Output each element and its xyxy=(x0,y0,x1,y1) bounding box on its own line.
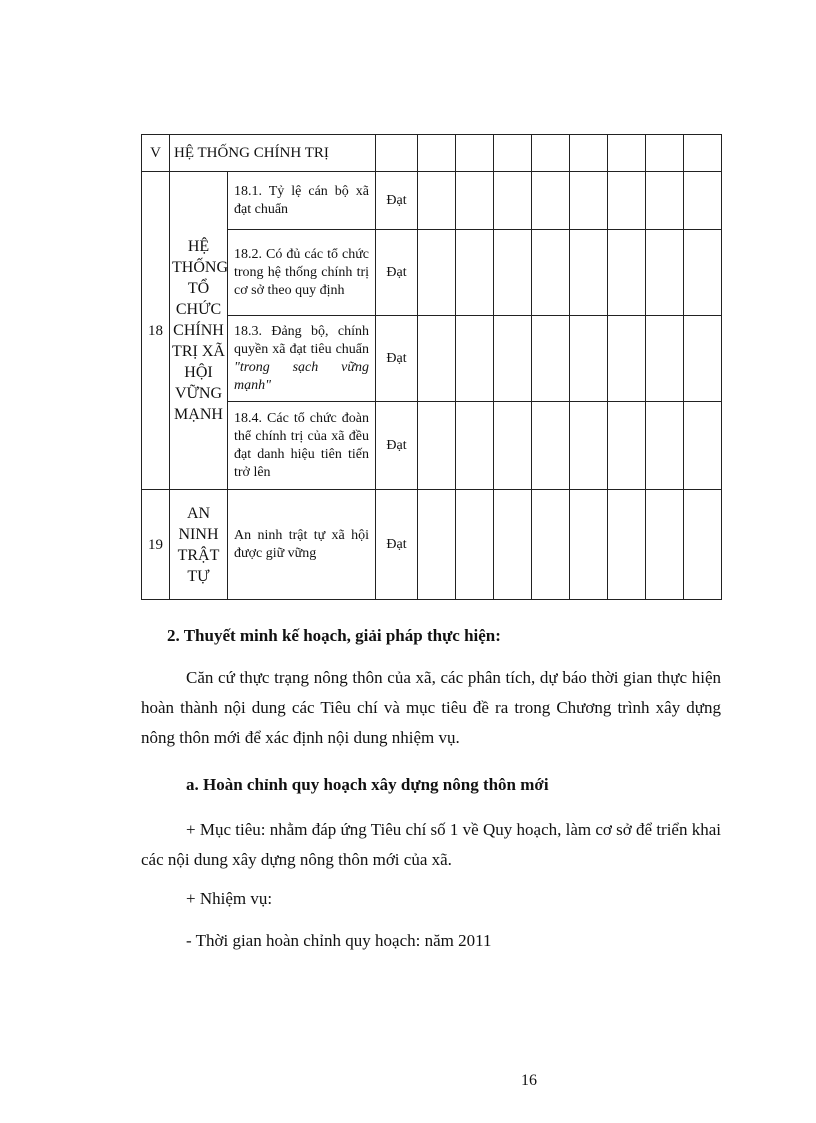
body-paragraph: Căn cứ thực trạng nông thôn của xã, các phân tích, dự báo thời gian thực hiện hoàn thành nội dung các Tiêu chí và mục tiêu đề ra trong Chương trình xây dựng nông thôn mới để xác định nội dung nhiệm vụ. xyxy=(141,668,721,747)
body-paragraph: + Mục tiêu: nhằm đáp ứng Tiêu chí số 1 về Quy hoạch, làm cơ sở để triển khai các nội dung xây dựng nông thôn mới của xã. xyxy=(141,820,721,869)
table-row xyxy=(142,316,722,402)
section-title: HỆ THỐNG CHÍNH TRỊ xyxy=(170,135,376,172)
section-number: V xyxy=(142,135,170,172)
task-label: + Nhiệm vụ: xyxy=(186,889,273,908)
criterion-group: HỆ THỐNG TỔ CHỨC CHÍNH TRỊ XÃ HỘI VỮNG MẠNH xyxy=(170,172,228,490)
criterion-desc: 18.1. Tỷ lệ cán bộ xã đạt chuẩn xyxy=(228,172,376,230)
table-row xyxy=(142,172,722,230)
criterion-desc: An ninh trật tự xã hội được giữ vững xyxy=(228,490,376,600)
section-row xyxy=(142,135,722,172)
table-row xyxy=(142,230,722,316)
criterion-status: Đạt xyxy=(376,316,418,402)
table-row xyxy=(142,490,722,600)
criterion-desc: 18.4. Các tổ chức đoàn thể chính trị của xã đều đạt danh hiệu tiên tiến trở lên xyxy=(228,402,376,490)
criterion-desc-text: 18.3. Đảng bộ, chính quyền xã đạt tiêu chuẩn xyxy=(234,323,370,357)
criterion-number: 18 xyxy=(142,172,170,490)
criterion-group: AN NINH TRẬT TỰ xyxy=(170,490,228,600)
page-number: 16 xyxy=(521,1072,537,1089)
criterion-desc: 18.2. Có đủ các tổ chức trong hệ thống chính trị cơ sở theo quy định xyxy=(228,230,376,316)
task-item: - Thời gian hoàn chỉnh quy hoạch: năm 2011 xyxy=(186,931,492,950)
table-row xyxy=(142,402,722,490)
criterion-desc-italic: "trong sạch vững mạnh" xyxy=(234,359,370,393)
criterion-status: Đạt xyxy=(376,490,418,600)
criterion-status: Đạt xyxy=(376,402,418,490)
criterion-desc xyxy=(228,316,376,402)
criteria-table xyxy=(141,134,722,600)
criterion-number: 19 xyxy=(142,490,170,600)
criterion-status: Đạt xyxy=(376,230,418,316)
section-heading: 2. Thuyết minh kế hoạch, giải pháp thực hiện: xyxy=(167,626,501,645)
subsection-heading: a. Hoàn chỉnh quy hoạch xây dựng nông thôn mới xyxy=(186,775,549,794)
criterion-status: Đạt xyxy=(376,172,418,230)
